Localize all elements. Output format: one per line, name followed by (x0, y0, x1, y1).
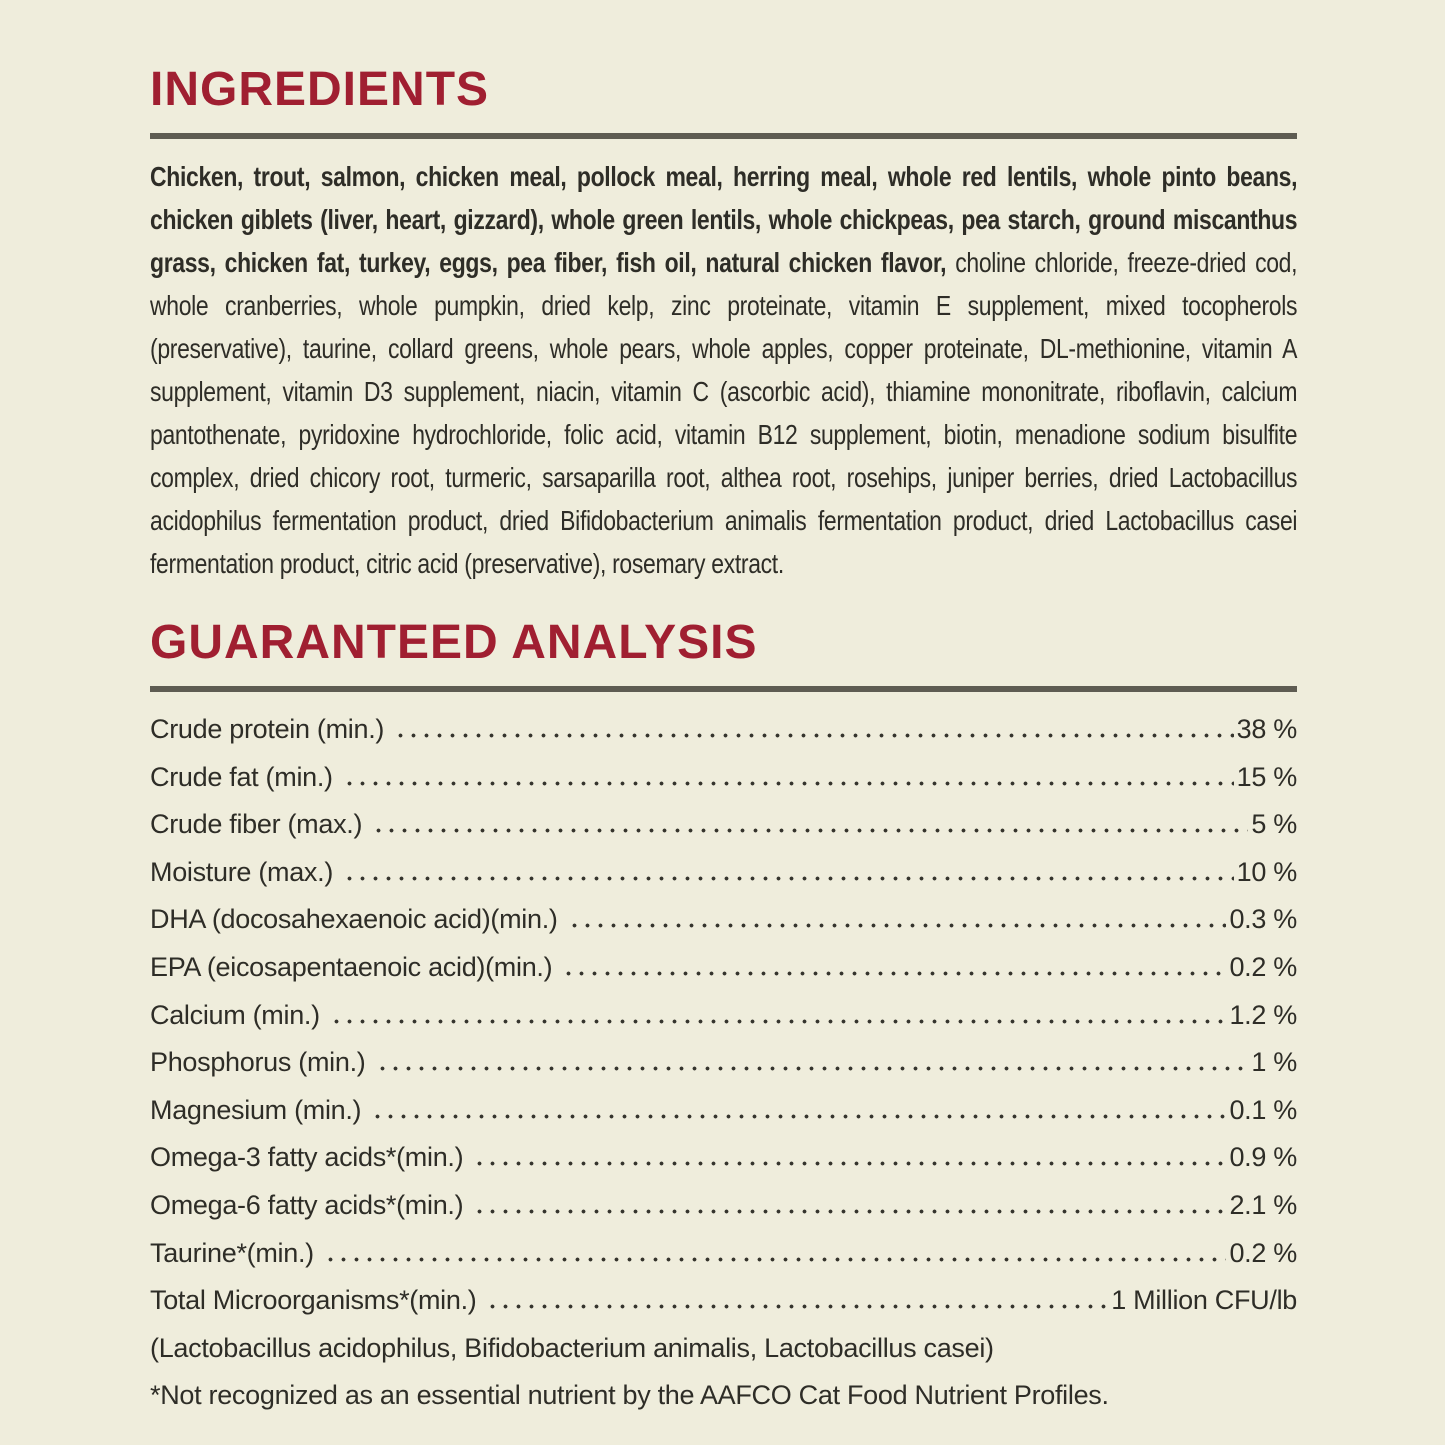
analysis-row (150, 801, 1297, 849)
analysis-row (150, 1087, 1297, 1135)
analysis-row-value: 0.2 % (1229, 1237, 1297, 1268)
guaranteed-analysis-title: GUARANTEED ANALYSIS (150, 616, 758, 669)
dot-leader (341, 781, 1234, 786)
analysis-row-value: 1 Million CFU/lb (1111, 1285, 1297, 1316)
dot-leader (484, 1304, 1108, 1309)
dot-leader (328, 1019, 1227, 1024)
microorganisms-note: (Lactobacillus acidophilus, Bifidobacterium animalis, Lactobacillus casei) (150, 1332, 994, 1363)
guaranteed-analysis-section (150, 616, 1297, 1420)
dot-leader (322, 1257, 1227, 1262)
ingredients-primary-text: Chicken, trout, salmon, chicken meal, pollock meal, herring meal, whole red lentils, whole pinto beans, chicken giblets (liver, heart, gizzard), whole green lentils, whole chickpeas, pea starch, ground miscanthus grass, chicken fat, turkey, eggs, pea fiber, fish oil, natural chicken flavor, (150, 161, 1298, 278)
analysis-row-label: Crude fat (min.) (150, 761, 333, 792)
analysis-row-label: Taurine*(min.) (150, 1237, 314, 1268)
analysis-row-label: Crude protein (min.) (150, 714, 385, 744)
analysis-row-label: Omega-6 fatty acids*(min.) (150, 1189, 464, 1220)
dot-leader (471, 1209, 1226, 1214)
analysis-row-label: Moisture (max.) (150, 856, 334, 887)
analysis-row-value: 1.2 % (1229, 999, 1297, 1030)
ingredients-text (150, 155, 1297, 585)
guaranteed-analysis-divider (150, 686, 1297, 692)
dot-leader (370, 828, 1248, 833)
analysis-row (150, 1182, 1297, 1230)
analysis-row (150, 1277, 1297, 1325)
ingredients-title: INGREDIENTS (150, 63, 490, 116)
analysis-row-value: 38 % (1236, 714, 1297, 744)
analysis-row-value: 10 % (1236, 856, 1297, 887)
analysis-row-value: 2.1 % (1229, 1189, 1297, 1220)
analysis-row (150, 849, 1297, 897)
dot-leader (341, 876, 1234, 881)
ingredients-section (150, 63, 1298, 585)
analysis-row (150, 992, 1297, 1040)
analysis-row-value: 0.9 % (1229, 1142, 1297, 1173)
dot-leader (369, 1114, 1226, 1119)
aafco-footnote: *Not recognized as an essential nutrient by the AAFCO Cat Food Nutrient Profiles. (150, 1380, 1109, 1411)
analysis-row-label: Total Microorganisms*(min.) (150, 1285, 477, 1316)
analysis-row (150, 896, 1297, 944)
analysis-row (150, 1134, 1297, 1182)
dot-leader (392, 733, 1234, 738)
analysis-row-label: Omega-3 fatty acids*(min.) (150, 1142, 464, 1173)
dot-leader (560, 971, 1226, 976)
analysis-row-value: 0.2 % (1229, 951, 1297, 982)
analysis-row (150, 1039, 1297, 1087)
dot-leader (566, 923, 1227, 928)
analysis-row-label: Calcium (min.) (150, 999, 320, 1030)
analysis-table (150, 706, 1297, 1325)
dot-leader (471, 1161, 1226, 1166)
ingredients-divider (150, 133, 1297, 139)
ingredients-paragraph-wrap (150, 155, 1297, 585)
analysis-row (150, 944, 1297, 992)
analysis-row (150, 754, 1297, 802)
analysis-row-label: Phosphorus (min.) (150, 1047, 366, 1078)
ingredients-secondary-text: choline chloride, freeze-dried cod, whole cranberries, whole pumpkin, dried kelp, zinc proteinate, vitamin E supplement, mixed tocopherols (preservative), taurine, collard greens, whole pears, whole apples, copper proteinate, DL-methionine, vitamin A supplement, vitamin D3 supplement, niacin, vitamin C (ascorbic acid), thiamine mononitrate, riboflavin, calcium pantothenate, pyridoxine hydrochloride, folic acid, vitamin B12 supplement, biotin, menadione sodium bisulfite complex, dried chicory root, turmeric, sarsaparilla root, althea root, rosehips, juniper berries, dried Lactobacillus acidophilus fermentation product, dried Bifidobacterium animalis fermentation product, dried Lactobacillus casei fermentation product, citric acid (preservative), rosemary extract. (150, 247, 1298, 579)
analysis-row-label: EPA (eicosapentaenoic acid)(min.) (150, 951, 553, 982)
analysis-row-value: 15 % (1236, 761, 1297, 792)
analysis-row-value: 0.3 % (1229, 904, 1297, 935)
analysis-row (150, 706, 1297, 754)
analysis-row-value: 5 % (1251, 809, 1297, 840)
analysis-row-label: DHA (docosahexaenoic acid)(min.) (150, 904, 558, 935)
analysis-row-label: Crude fiber (max.) (150, 809, 363, 840)
analysis-row-value: 0.1 % (1229, 1094, 1297, 1125)
analysis-row-label: Magnesium (min.) (150, 1094, 362, 1125)
analysis-row (150, 1230, 1297, 1278)
dot-leader (374, 1066, 1249, 1071)
analysis-row-value: 1 % (1251, 1047, 1297, 1078)
